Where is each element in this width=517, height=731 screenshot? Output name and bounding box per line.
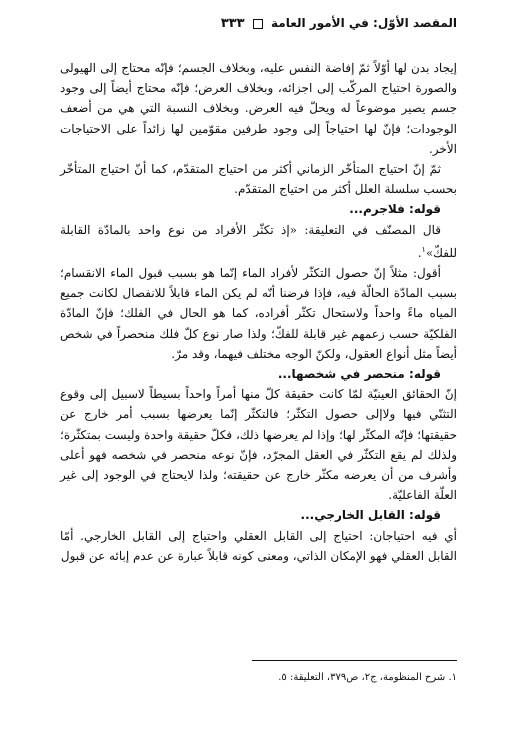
footnote: ١. شرح المنظومة، ج٢، ص٣٧٩، التعليقة: ٥. — [278, 672, 457, 683]
paragraph-tail: . — [417, 245, 422, 260]
page-number: ٣٣٣ — [220, 16, 245, 31]
paragraph: أي فيه احتياجان: احتياج إلى القابل العقلي واحتياج إلى القابل الخارجي. أمّا القابل العقلي فهو الإمكان الذاتي، ومعنى كونه قابلاً عبارة عن عدم إبائه عن قبول — [60, 528, 457, 563]
chapter-title: المقصد الأوّل: في الأمور العامة — [271, 16, 457, 30]
paragraph: ثمّ إنّ احتياج المتأخّر الزماني أكثر من احتياج المتقدّم، كما أنّ احتياج المتأخّر بحسب سلسلة العلل أكثر من احتياج المتقدّم. — [60, 162, 457, 197]
body-text — [60, 58, 457, 566]
paragraph: إيجاد بدن لها أوّلاً ثمّ إفاضة النفس عليه، وبخلاف الجسم؛ فإنّه محتاج إلى الهيولى والصورة احتياج المركّب إلى اجزائه، وبخلاف العرض؛ فإنّه محتاج أيضاً إلى وجود جسم يصير موضوعاً له ويحلّ فيه العرض. وبخلاف النسبة التي هي من أضعف الوجودات؛ فإنّ لها احتياجاً إلى وجود طرفين مقوّمين لها زائداً على الاحتياجات الأخر. — [60, 61, 457, 156]
paragraph: إنّ الحقائق العينيّة لمّا كانت حقيقة كلّ منها أمراً واحداً بسيطاً لاسبيل إلى وقوع التثنّي فيها ولاإلى حصول التكثّر؛ فالتكثّر إنّما يعرضها بسبب أمر خارج عن حقيقتها؛ فإنّه المكثّر لها؛ وإذا لم يعرضها ذلك، فكلّ حقيقة واحدة وليست بمتكثّرة؛ ولذلك لم يقع التكثّر في العقل المجرّد، فإنّ نوعه منحصر في شخصه فهو أعلى وأشرف من أن يعرضه مكثّر خارج عن حقيقته؛ ولذا لايحتاج في الوجود إلى غير العلّة الفاعليّة. — [60, 387, 457, 503]
separator-square — [253, 19, 263, 29]
footnote-marker: ١ — [421, 244, 426, 254]
quote-heading: قوله: القابل الخارجي... — [300, 508, 441, 523]
quote-heading: قوله: فلاجرم... — [349, 202, 441, 217]
quote-heading: قوله: منحصر في شخصها... — [277, 367, 441, 382]
paragraph — [60, 220, 457, 263]
footnote-divider — [252, 660, 457, 661]
paragraph-text: قال المصنّف في التعليقة: «إذ تكثّر الأفراد من نوع واحد بالمادّة القابلة للفكّ» — [60, 222, 457, 260]
paragraph: أقول: مثلاً إنّ حصول التكثّر لأفراد الماء إنّما هو بسبب قبول الماء الانقسام؛ بسبب المادّة الحالّة فيه، فإذا فرضنا أنّه لم يكن الماء قابلاً للانفصال لكانت جميع المياه ماءً واحداً ولاستحال تكثّر أفراده، كما هو الحال في الفلك؛ فإنّ المادّة الفلكيّة حسب زعمهم غير قابلة للفكّ؛ ولذا صار نوع كلّ فلك منحصراً في شخص أيضاً مثل أنواع العقول، ولكنّ الوجه مختلف فيهما، وقد مرّ. — [60, 266, 457, 361]
running-header — [60, 16, 457, 36]
